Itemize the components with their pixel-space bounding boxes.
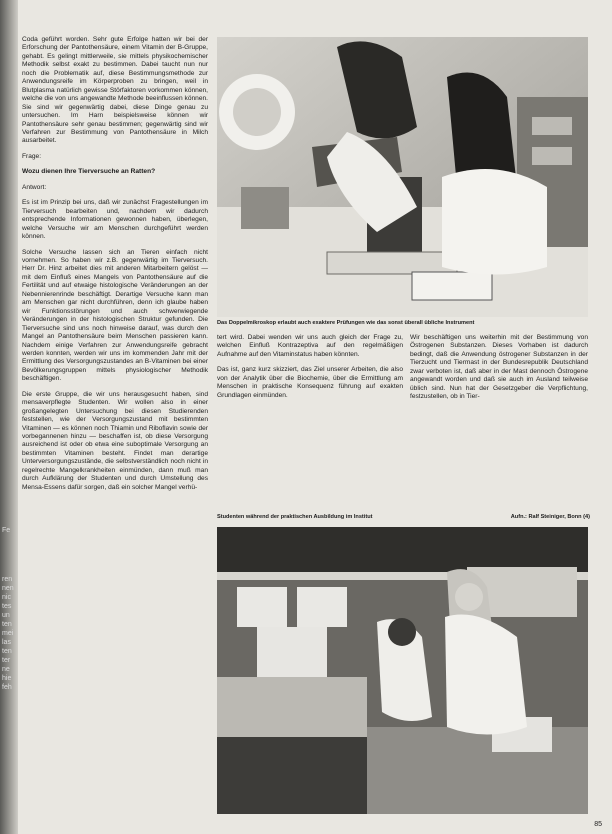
bottom-photo-caption: Studenten während der praktischen Ausbildung im Institut	[217, 514, 373, 520]
answer-label: Antwort:	[22, 183, 47, 191]
paragraph: Das ist, ganz kurz skizziert, das Ziel unserer Arbeiten, die also von der Analytik über die Biochemie, über die Ermittlung am Menschen in praktische Konsequenz führung auf exakten Grundlagen einmünden.	[217, 366, 403, 399]
edge-fragment: feh	[2, 684, 12, 691]
edge-fragment: ne	[2, 666, 10, 673]
edge-fragment: ter	[2, 657, 11, 664]
microscope-photo	[217, 37, 588, 317]
paragraph: Die erste Gruppe, die wir uns herausgesucht haben, sind mensaverpflegte Studenten. Wir wollen also in einer großangelegten Untersuchung bei diesen Studierenden feststellen, wie der Versorgungszustand mit bestimmten Vitaminen — es können noch Thiamin und Riboflavin sowie der vorbegannenen hinzu — beschaffen ist, ob diese Versorgung ausreichend ist oder ob etwa eine suboptimale Versorgung an bestimmten Vitaminen besteht. Findet man derartige Unterversorgungszustände, die selbstverständlich noch nicht in regelrechte Mangelkrankheiten einmünden, dann muß man durch Aufklärung der Studenten und durch Umstellung des Mensa-Essens dafür sorgen, daß ein solcher Mangel verhü-	[22, 390, 208, 491]
edge-fragment: mei	[2, 630, 14, 637]
question-label: Frage:	[22, 152, 42, 160]
edge-fragment: Fe	[2, 527, 11, 534]
paragraph: tert wird. Dabei wenden wir uns auch gleich der Frage zu, welchen Einfluß Kontrazeptiva auf den regelmäßigen Aufnahme auf den Vitaminstatus haben könnten.	[217, 334, 403, 358]
edge-fragment: ren	[2, 576, 13, 583]
paragraph: Coda geführt worden. Sehr gute Erfolge hatten wir bei der Erforschung der Pantothensäure, einem Vitamin der B-Gruppe, gehabt. Es gelingt mittlerweile, sie mittels physikochemischer Methodik selbst exakt zu bestimmen. Dabei taucht nun nur noch die Problematik auf, diese Bestimmungsmethode zur Anwendungsreife im Körperproben zu bringen, weil in Blutplasma natürlich gewisse Störfaktoren vorkommen können, welche die von uns angewandte Methode beeinflussen können. Sie sind wir gegenwärtig dabei, diese Dinge genau zu untersuchen. Im Harn beispielsweise können wir Pantothensäure sehr genau bestimmen; gegenwärtig sind wir Verfahren zur Bestimmung von Pantothensäure in Milch ausarbeitet.	[22, 36, 208, 145]
edge-fragment: nen	[2, 585, 14, 592]
interview-question: Wozu dienen Ihre Tierversuche an Ratten?	[22, 168, 156, 176]
left-text-column	[22, 36, 208, 812]
edge-fragment: ten	[2, 648, 12, 655]
page-number: 85	[594, 821, 602, 828]
edge-fragment: nic	[2, 594, 11, 601]
edge-fragment: ten	[2, 621, 12, 628]
paragraph: Es ist im Prinzip bei uns, daß wir zunächst Fragestellungen im Tierversuch bearbeiten und, nachdem wir dadurch entsprechende Informationen gewonnen haben, überlegen, welche Versuche wir am Menschen durchgeführt werden können.	[22, 199, 208, 241]
edge-fragment: tes	[2, 603, 12, 610]
top-photo-caption: Das Doppelmikroskop erlaubt auch exaktere Prüfungen wie das sonst überall übliche Instrument	[217, 320, 475, 326]
edge-fragment: un	[2, 612, 10, 619]
microscope-photo-art	[217, 37, 588, 317]
middle-text-column	[217, 334, 403, 454]
photo-credit: Aufn.: Ralf Steiniger, Bonn (4)	[510, 514, 590, 520]
students-lab-photo	[217, 527, 588, 814]
facing-page-edge	[0, 0, 18, 834]
right-text-column	[410, 334, 588, 454]
edge-fragment: hie	[2, 675, 12, 682]
students-lab-photo-art	[217, 527, 588, 814]
paragraph: Solche Versuche lassen sich an Tieren einfach nicht vornehmen. So haben wir z.B. gegenwärtig im Tierversuch. Herr Dr. Hinz arbeitet dies mit anderen Mitarbeitern gelöst — mit dem Einfluß eines Mangels von Pantothensäure auf die Fertilität und auf etwaige histologische Veränderungen an der Nebennierenrinde beschäftigt. Derartige Versuche kann man am Menschen gar nicht durchführen, denn ich glaube haben wir Funktionsstörungen und auch schwerwiegende Veränderungen in der histologischen Struktur gefunden. Die Tierversuche sind uns noch hinweise darauf, was durch den Mangel an Pantothensäure beim Menschen passieren kann. Nachdem einige Verfahren zur Anwendungsreife gebracht werden konnten, werden wir uns im kommenden Jahr mit der Ermittlung des Versorgungszustandes an B-Vitaminen bei einer Bevölkerungsgruppen mittels physiologischer Methodik beschäftigen.	[22, 248, 208, 383]
paragraph: Wir beschäftigen uns weiterhin mit der Bestimmung von Östrogenen Substanzen. Dieses Vorhaben ist dadurch bedingt, daß die Anwendung östrogener Substanzen in der Tierzucht und Tiermast in der Bundesrepublik Deutschland zwar verboten ist, daß aber in der Mast dennoch Östrogene angewandt worden und daß sie auch im Ausland teilweise üblich sind. Nun hat der Gesetzgeber die Verpflichtung, festzustellen, ob in Tier-	[410, 334, 588, 401]
edge-fragment: las	[2, 639, 11, 646]
